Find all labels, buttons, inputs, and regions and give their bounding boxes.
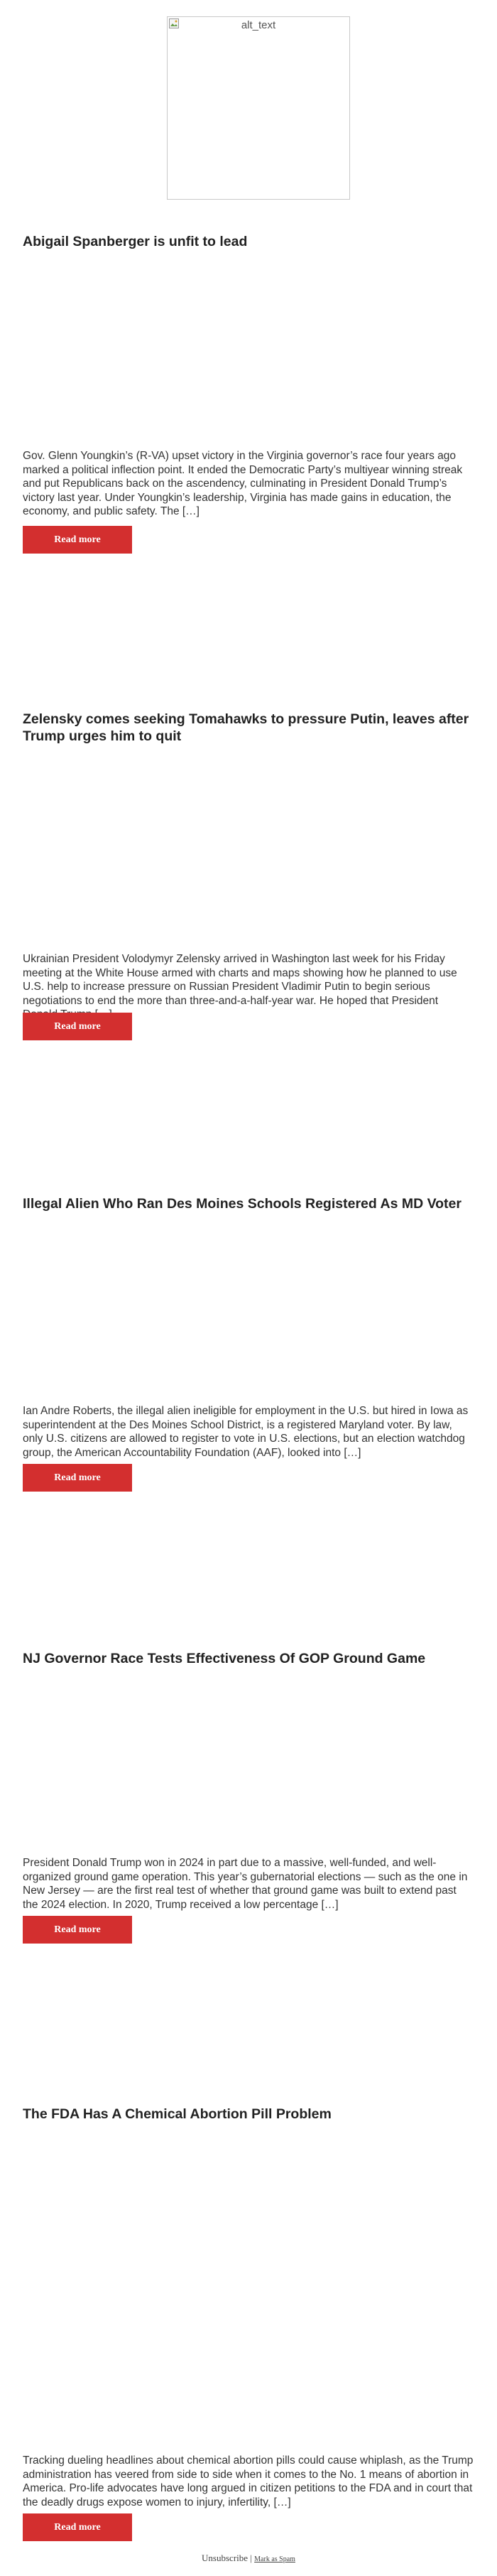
header-image-alt-text: alt_text (241, 19, 276, 31)
article-title[interactable]: Zelensky comes seeking Tomahawks to pressure Putin, leaves after Trump urges him to quit (23, 711, 469, 744)
read-more-button[interactable]: Read more (23, 1916, 132, 1944)
read-more-button[interactable]: Read more (23, 526, 132, 554)
article-card (23, 233, 474, 545)
article-excerpt: Ukrainian President Volodymyr Zelensky arrived in Washington last week for his Friday meeting at the White House armed with charts and maps showing how he planned to use U.S. help to increase pressure on Russian President Vladimir Putin to begin serious negotiations to end the more than three-and-a-half-year war. He hoped that President (23, 953, 457, 1007)
article-card (23, 1195, 474, 1483)
article-title[interactable]: Abigail Spanberger is unfit to lead (23, 234, 248, 249)
article-title[interactable]: Illegal Alien Who Ran Des Moines Schools Registered As MD Voter (23, 1196, 462, 1212)
read-more-button[interactable]: Read more (23, 1013, 132, 1040)
article-card (23, 711, 474, 1032)
article-excerpt: Gov. Glenn Youngkin’s (R-VA) upset victory in the Virginia governor’s race four years ago marked a political inflection point. It ended the Democratic Party’s multiyear winning streak and put Republicans back on the ascendency, culminating in President Donald Trump’s victory last year. Under Youngkin’s leadership, Virginia has made gains in education, the economy, and public safety. The […] (23, 450, 463, 517)
article-excerpt: President Donald Trump won in 2024 in part due to a massive, well-funded, and well-organized ground game operation. This year’s gubernatorial elections — such as the one in New Jersey — are the first real test of whether that ground game was built to extend past the 2024 election. In 2020, Trump received a low percentage […] (23, 1857, 468, 1911)
footer-separator: | (250, 2553, 252, 2563)
article-title[interactable]: The FDA Has A Chemical Abortion Pill Problem (23, 2106, 332, 2122)
read-more-button[interactable]: Read more (23, 2513, 132, 2541)
article-card (23, 1650, 474, 1935)
article-card (23, 2106, 474, 2533)
read-more-button[interactable]: Read more (23, 1464, 132, 1492)
mark-as-spam-link[interactable]: Mark as Spam (254, 2555, 295, 2563)
footer (0, 2553, 497, 2564)
header-image (167, 16, 350, 200)
article-excerpt: Ian Andre Roberts, the illegal alien ineligible for employment in the U.S. but hired in Iowa as superintendent at the Des Moines School District, is a registered Maryland voter. By law, only U.S. citizens are allowed to register to vote in U.S. elections, but an election watchdog group, the American Accountability Foundation (AAF), looked into […] (23, 1405, 469, 1459)
article-title[interactable]: NJ Governor Race Tests Effectiveness Of GOP Ground Game (23, 1651, 426, 1666)
unsubscribe-link[interactable]: Unsubscribe (202, 2553, 248, 2563)
article-excerpt: Tracking dueling headlines about chemical abortion pills could cause whiplash, as the Trump administration has veered from side to side when it comes to the No. 1 means of abortion in America. Pro-life advocates have long argued in citizen petitions to the FDA and in court that the deadly drugs expose women to injury, infertility, […] (23, 2454, 474, 2508)
